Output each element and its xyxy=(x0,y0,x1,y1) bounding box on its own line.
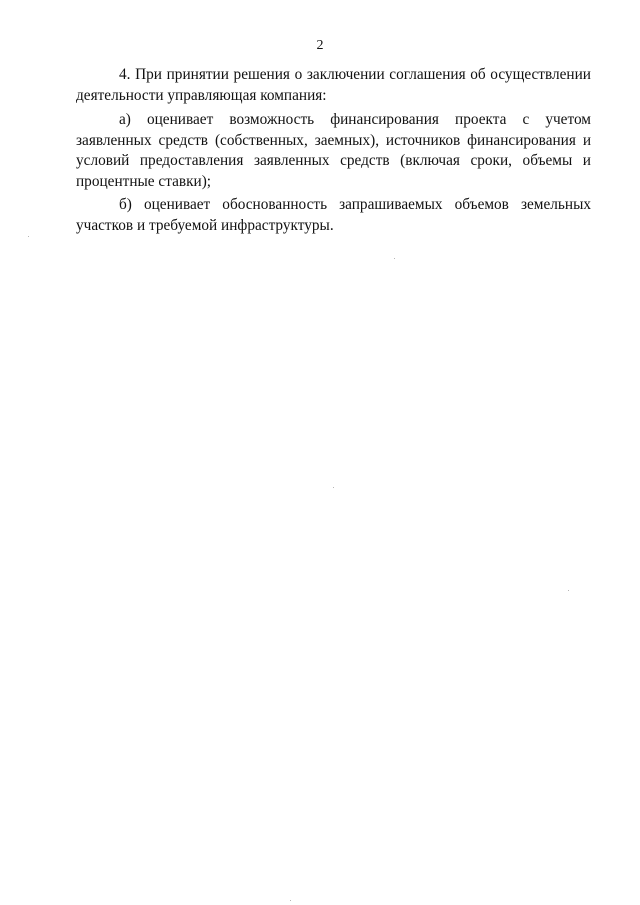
paragraph-subitem-a: а) оценивает возможность финансирования проекта с учетом заявленных средств (собственных, заемных), источников финансирования и условий предоставления заявленных средств (включая сроки, объемы и процентные ставки); xyxy=(76,111,591,190)
page-number: 2 xyxy=(316,38,324,53)
scan-speck xyxy=(290,900,291,901)
scan-speck xyxy=(333,487,334,488)
document-body xyxy=(76,65,591,236)
scan-speck xyxy=(28,236,29,237)
paragraph-item-4: 4. При принятии решения о заключении соглашения об осуществлении деятельности управляющая компания: xyxy=(76,66,591,104)
paragraph-subitem-b: б) оценивает обоснованность запрашиваемых объемов земельных участков и требуемой инфраструктуры. xyxy=(76,196,591,234)
scan-speck xyxy=(394,258,395,259)
scan-speck xyxy=(568,590,569,591)
